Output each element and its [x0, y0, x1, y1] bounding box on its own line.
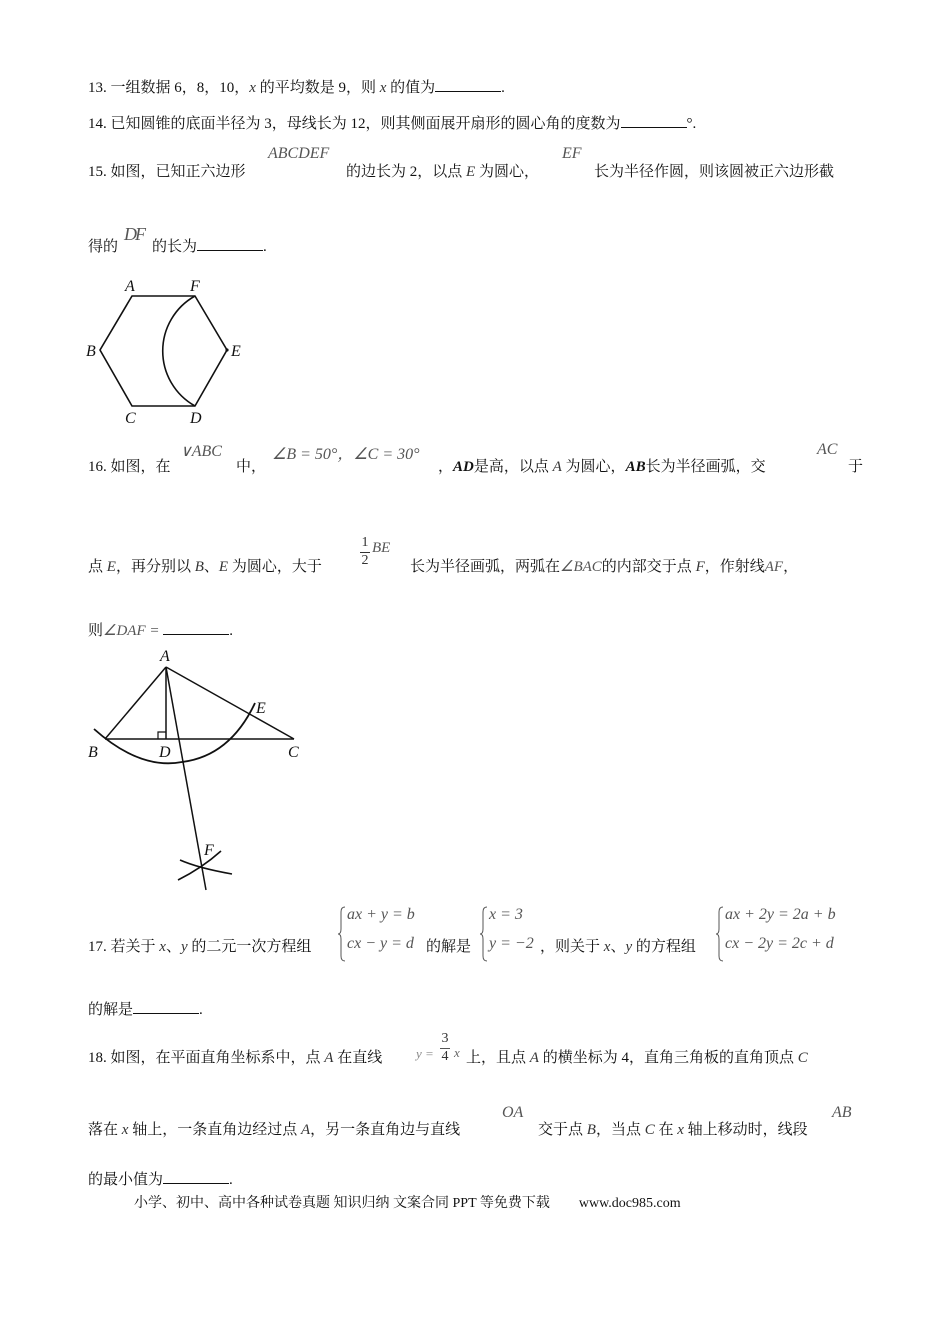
label-d: D [190, 410, 202, 427]
q17-line2: 的解是 . [88, 1002, 203, 1018]
q17-text-d: 的解是 [426, 939, 472, 955]
question-18: 18. 如图，在平面直角坐标系中，点 A 在直线 [88, 1050, 383, 1066]
label-b: B [86, 343, 96, 360]
q15-text-d: 长为半径作圆，则该圆被正六边形截 [594, 164, 835, 180]
label-b: B [88, 744, 98, 761]
equation-system-1: ax + y = b cx − y = d [338, 904, 438, 964]
question-16: 16. 如图，在 [88, 459, 171, 475]
label-f: F [190, 278, 200, 295]
q15-line2-a: 得的 [88, 239, 119, 255]
label-e: E [231, 343, 241, 360]
question-13: 13. 一组数据 6，8，10，x 的平均数是 9，则 x 的值为 . [88, 80, 505, 96]
answer-blank-18[interactable] [163, 1171, 229, 1184]
math-x: x [454, 1045, 460, 1060]
footer-url[interactable]: www.doc985.com [578, 1196, 681, 1211]
brace-icon [480, 906, 488, 962]
q18-line2: 落在 x 轴上，一条直角边经过点 A，另一条直角边与直线 [88, 1122, 461, 1138]
math-angles: ∠B = 50°，∠C = 30° [272, 446, 420, 463]
fraction-half: 1 2 [361, 535, 369, 568]
q15-text-b: 的边长为 2，以点 E 为圆心， [346, 164, 539, 180]
q16-text-c: ，AD是高，以点 A 为圆心，AB长为半径画弧，交 [438, 459, 766, 475]
q16-line2-e: 长为半径画弧，两弧在∠BAC的内部交于点 F，作射线AF， [410, 559, 799, 575]
q18-number: 18. [88, 1050, 107, 1066]
label-d: D [159, 744, 171, 761]
answer-blank-14[interactable] [621, 115, 687, 128]
math-arc-df: DF [124, 224, 144, 244]
math-be: BE [372, 540, 391, 556]
answer-blank-17[interactable] [133, 1001, 199, 1014]
q16-text-g: 于 [848, 459, 864, 475]
label-c: C [288, 744, 299, 761]
math-oa: OA [502, 1104, 524, 1121]
label-a: A [125, 278, 135, 295]
answer-blank-16[interactable] [163, 622, 229, 635]
fraction-three-quarters: 3 4 [441, 1031, 449, 1064]
equation-system-3: ax + 2y = 2a + b cx − 2y = 2c + d [716, 904, 866, 964]
math-ab: AB [832, 1104, 852, 1121]
q15-line2-b: 的长为 . [152, 239, 267, 255]
q18-line3: 的最小值为 . [88, 1172, 233, 1188]
q16-line2: 点 E，再分别以 B、E 为圆心，大于 [88, 559, 322, 575]
label-e: E [256, 700, 266, 717]
q17-number: 17. [88, 939, 107, 955]
math-hexagon-name: ABCDEF [268, 145, 330, 162]
math-y-equals: y = [416, 1046, 434, 1061]
footer-text: 小学、初中、高中各种试卷真题 知识归纳 文案合同 PPT 等免费下载 [134, 1196, 550, 1211]
q16-line3: 则∠DAF = . [88, 623, 233, 639]
equation-system-2: x = 3 y = −2 [480, 904, 550, 964]
question-14: 14. 已知圆锥的底面半径为 3，母线长为 12，则其侧面展开扇形的圆心角的度数为 °. [88, 116, 697, 132]
q18-text-c: 上，且点 A 的横坐标为 4，直角三角板的直角顶点 C [466, 1050, 808, 1066]
footer [134, 1192, 681, 1212]
triangle-construction-figure [80, 640, 320, 900]
brace-icon [338, 906, 346, 962]
question-15: 15. 如图，已知正六边形 [88, 164, 246, 180]
label-c: C [125, 410, 136, 427]
answer-blank-13[interactable] [435, 79, 501, 92]
q17-text-e: ，则关于 x、y 的方程组 [540, 939, 696, 955]
answer-blank-15[interactable] [197, 238, 263, 251]
math-ef: EF [562, 145, 582, 162]
brace-icon [716, 906, 724, 962]
label-a: A [160, 648, 170, 665]
math-ac: AC [817, 441, 838, 458]
q16-text-b: 中， [236, 459, 267, 475]
q14-number: 14. [88, 116, 107, 132]
hexagon-figure [80, 272, 260, 432]
q15-number: 15. [88, 164, 107, 180]
question-17: 17. 若关于 x、y 的二元一次方程组 [88, 939, 312, 955]
q13-number: 13. [88, 80, 107, 96]
q16-number: 16. [88, 459, 107, 475]
label-f: F [204, 842, 214, 859]
math-triangle-abc: ∨ABC [180, 443, 222, 460]
q18-line2-d: 交于点 B，当点 C 在 x 轴上移动时，线段 [538, 1122, 808, 1138]
